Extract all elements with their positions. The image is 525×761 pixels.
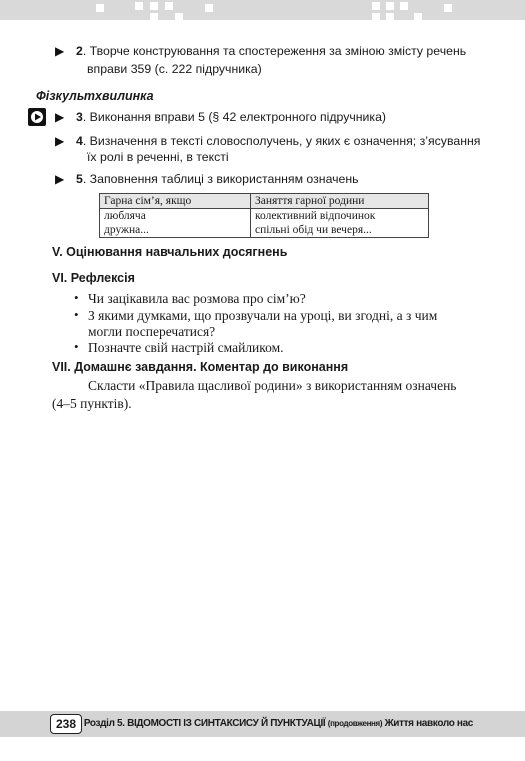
table-row bbox=[100, 209, 429, 238]
task-text: . Визначення в тексті словосполучень, у яких є означення; з’ясування bbox=[82, 134, 481, 148]
decor-square bbox=[150, 13, 158, 21]
decor-square bbox=[400, 2, 408, 10]
homework-text-continued: (4–5 пунктів). bbox=[52, 396, 132, 411]
table-cell bbox=[251, 209, 429, 238]
task-text-continued: їх ролі в реченні, в тексті bbox=[87, 150, 229, 164]
arrow-icon: ▶ bbox=[55, 134, 65, 148]
footer-chapter: Розділ 5. ВІДОМОСТІ ІЗ СИНТАКСИСУ Й ПУНКТУАЦІЇ bbox=[83, 718, 328, 729]
table-header-cell: Заняття гарної родини bbox=[251, 194, 429, 209]
table-cell-line: любляча bbox=[104, 210, 146, 222]
task-number: 2 bbox=[76, 44, 83, 58]
play-icon[interactable] bbox=[28, 108, 46, 126]
section-heading-vi: VI. Рефлексія bbox=[52, 271, 135, 285]
decor-square bbox=[372, 13, 380, 21]
task-item-4 bbox=[76, 133, 480, 150]
decor-square bbox=[372, 2, 380, 10]
task-item-5 bbox=[76, 171, 359, 188]
section-subtitle: Фізкультхвилинка bbox=[36, 89, 154, 103]
decor-square bbox=[386, 2, 394, 10]
task-number: 4 bbox=[76, 134, 83, 148]
arrow-icon: ▶ bbox=[55, 110, 65, 124]
reflection-question: З якими думками, що прозвучали на уроці, ви згодні, а з чим bbox=[88, 308, 438, 323]
bullet-icon: • bbox=[74, 290, 79, 305]
decor-square bbox=[165, 2, 173, 10]
top-decor-bar bbox=[0, 0, 525, 20]
decor-square bbox=[386, 13, 394, 21]
decor-square bbox=[414, 13, 422, 21]
arrow-icon: ▶ bbox=[55, 44, 65, 58]
task-text-continued: вправи 359 (с. 222 підручника) bbox=[87, 62, 262, 76]
task-item-2 bbox=[76, 43, 466, 60]
table-header-cell: Гарна сім’я, якщо bbox=[100, 194, 251, 209]
footer-continuation: (продовження) bbox=[327, 719, 383, 728]
decor-square bbox=[444, 4, 452, 12]
footer-running-title bbox=[84, 717, 473, 731]
page-number: 238 bbox=[50, 714, 82, 734]
table-cell bbox=[100, 209, 251, 238]
reflection-question-continued: могли посперечатися? bbox=[88, 324, 216, 339]
homework-text: Скласти «Правила щасливої родини» з використанням означень bbox=[88, 378, 457, 393]
table-cell-line: спільні обід чи вечеря... bbox=[255, 224, 372, 236]
table-cell-line: колективний відпочинок bbox=[255, 210, 376, 222]
bullet-icon: • bbox=[74, 307, 79, 322]
task-number: 5 bbox=[76, 172, 83, 186]
table-header-row bbox=[100, 194, 429, 209]
reflection-question: Позначте свій настрій смайликом. bbox=[88, 340, 284, 355]
task-number: 3 bbox=[76, 110, 83, 124]
decor-square bbox=[205, 4, 213, 12]
task-item-3 bbox=[76, 109, 386, 126]
decor-square bbox=[150, 2, 158, 10]
decor-square bbox=[135, 2, 143, 10]
table-cell-line: дружна... bbox=[104, 224, 149, 236]
section-heading-vii: VII. Домашнє завдання. Коментар до виконання bbox=[52, 360, 349, 374]
arrow-icon: ▶ bbox=[55, 172, 65, 186]
bullet-icon: • bbox=[74, 339, 79, 354]
family-table bbox=[99, 193, 429, 238]
task-text: . Виконання вправи 5 (§ 42 електронного підручника) bbox=[82, 110, 387, 124]
footer-topic: Життя навколо нас bbox=[382, 718, 473, 729]
reflection-question: Чи зацікавила вас розмова про сім’ю? bbox=[88, 291, 306, 306]
decor-square bbox=[175, 13, 183, 21]
task-text: . Творче конструювання та спостереження за зміною змісту речень bbox=[82, 44, 467, 58]
section-heading-v: V. Оцінювання навчальних досягнень bbox=[52, 245, 288, 259]
decor-square bbox=[96, 4, 104, 12]
task-text: . Заповнення таблиці з використанням означень bbox=[82, 172, 359, 186]
